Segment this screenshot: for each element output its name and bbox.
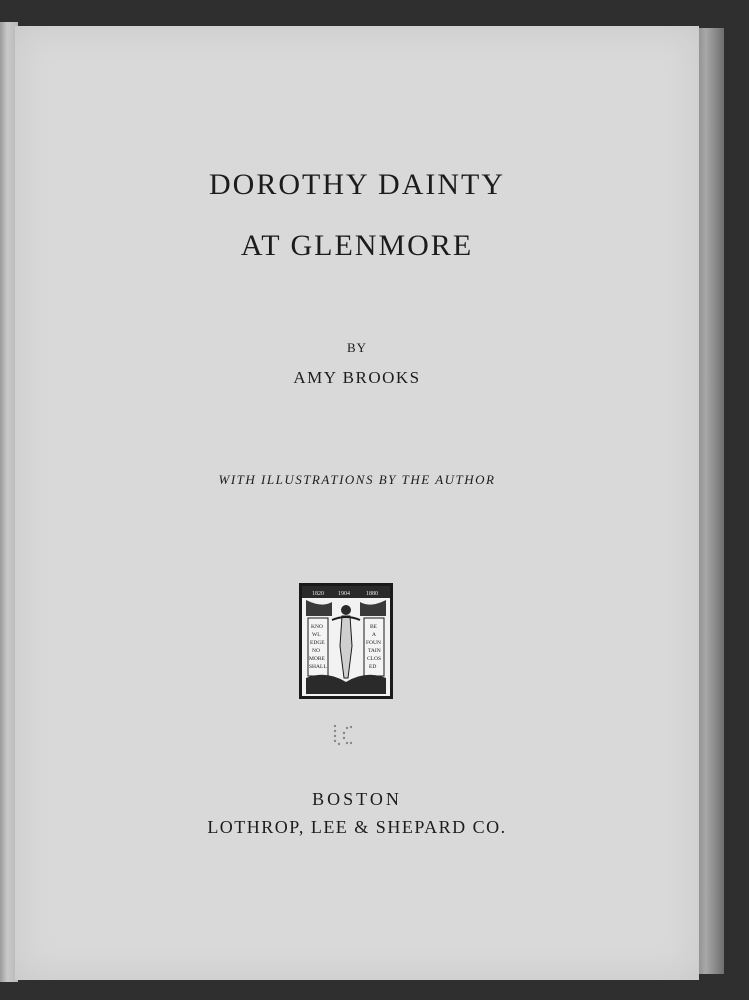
illustrations-note: WITH ILLUSTRATIONS BY THE AUTHOR xyxy=(218,472,496,487)
svg-text:BE: BE xyxy=(370,624,378,630)
svg-text:SHALL: SHALL xyxy=(309,664,327,670)
publisher-device-emblem xyxy=(299,583,393,699)
device-year-center: 1904 xyxy=(338,591,350,597)
perforated-library-stamp xyxy=(329,722,357,750)
imprint-publisher: LOTHROP, LEE & SHEPARD CO. xyxy=(207,817,507,837)
svg-text:NO: NO xyxy=(312,648,320,654)
byline-by: BY xyxy=(346,340,368,355)
author-name: AMY BROOKS xyxy=(293,368,421,387)
book-cover-edge xyxy=(696,28,724,974)
svg-text:FOUN: FOUN xyxy=(366,640,381,646)
title-line-1: DOROTHY DAINTY xyxy=(208,168,506,201)
svg-text:A: A xyxy=(372,632,376,638)
svg-text:WL: WL xyxy=(312,632,321,638)
svg-text:ED: ED xyxy=(369,664,377,670)
imprint-city: BOSTON xyxy=(312,789,402,809)
device-year-left: 1820 xyxy=(312,591,324,597)
title-page xyxy=(14,26,699,980)
publisher-device-artwork xyxy=(302,586,390,696)
title-line-2: AT GLENMORE xyxy=(240,229,474,262)
svg-text:KNO: KNO xyxy=(311,624,323,630)
svg-text:EDGE: EDGE xyxy=(310,640,325,646)
svg-text:MORE: MORE xyxy=(309,656,325,662)
device-year-right: 1880 xyxy=(366,591,378,597)
svg-text:CLOS: CLOS xyxy=(367,656,382,662)
svg-text:TAIN: TAIN xyxy=(368,648,381,654)
